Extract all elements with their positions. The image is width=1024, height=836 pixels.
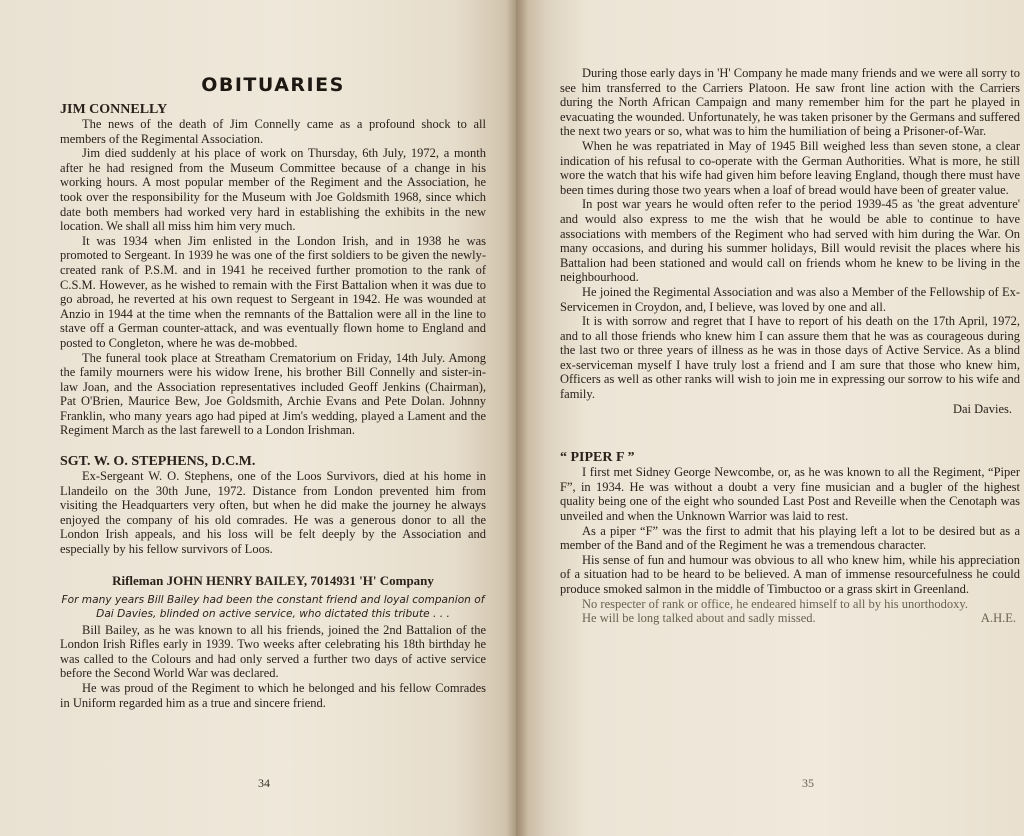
bailey-cont-paragraph: In post war years he would often refer to the period 1939-45 as 'the great adventure' and would also express to me the wish that he would be able to continue to have associations with members of the Regiment who had served with him during the War. On many occasions, and during his summer holidays, Bill would revisit the places where his Battalion had been stationed and would call on friends whom he knew to be living in the neighbourhood.: [560, 197, 1020, 285]
piper-paragraph: His sense of fun and humour was obvious to all who knew him, while his appreciation of a situation had to be heard to be believed. A man of immense resourcefulness he could produce smoked salmon in the middle of Timbuctoo or a grass skirt in Greenland.: [560, 552, 1020, 596]
bailey-intro: For many years Bill Bailey had been the constant friend and loyal companion of Dai Davies, blinded on active service, who dictated this tribute . . .: [61, 593, 485, 620]
bailey-cont-paragraph: It is with sorrow and regret that I have to report of his death on the 17th April, 1972, and to all those friends who knew him I can assure them that he was as courageous during the last two or three years of illness as he was in those days of Active Service. As a blind ex-serviceman myself I have truly lost a friend and I am sure that those who knew him, Officers as well as other ranks will wish to join me in expressing our sorrow to his wife and family.: [560, 314, 1020, 402]
bailey-title: Rifleman JOHN HENRY BAILEY, 7014931 'H' Company: [112, 572, 434, 588]
connelly-paragraph: The funeral took place at Streatham Crematorium on Friday, 14th July. Among the family mourners were his widow Irene, his brother Bill Connelly and sister-in-law Joan, and the Association representatives included Geoff Jenkins (Chairman), Pat O'Brien, Maurice Bew, Joe Goldsmith, Archie Evans and Pete Dolan. Johnny Franklin, who many years ago had piped at Jim's wedding, played a Lament and the Regiment March as the last farewell to a London Irishman.: [60, 350, 486, 438]
signature-ahe: A.H.E.: [980, 611, 1016, 626]
bailey-cont-paragraph: During those early days in 'H' Company he made many friends and we were all sorry to see him transferred to the Carriers Platoon. He saw front line action with the Carriers during the North African Campaign and many remember him for the part he played in evacuating the wounded. Unfortunately, he was taken prisoner by the Germans and suffered the next two years or so, what was to him the humiliation of being a Prisoner-of-War.: [560, 66, 1020, 139]
signature-dai-davies: Dai Davies.: [952, 401, 1012, 416]
stephens-name: SGT. W. O. STEPHENS, D.C.M.: [60, 454, 256, 470]
bailey-cont-paragraph: He joined the Regimental Association and was also a Member of the Fellowship of Ex-Servicemen in Croydon, and, I believe, was loved by one and all.: [560, 284, 1020, 314]
piper-closing: [560, 611, 1020, 626]
connelly-paragraph: Jim died suddenly at his place of work on Thursday, 6th July, 1972, a month after he had resigned from the Museum Committee because of a change in his working hours. A most popular member of the Regiment and the Association, he took over the responsibility for the Museum with Joe Goldsmith 1968, since which date both members had worked very hard in establishing the exhibits in the new location. We shall all miss him him very much.: [60, 146, 486, 234]
connelly-paragraph: The news of the death of Jim Connelly came as a profound shock to all members of the Regimental Association.: [60, 117, 486, 146]
bailey-cont-paragraph: When he was repatriated in May of 1945 Bill weighed less than seven stone, a clear indication of his refusal to co-operate with the German Authorities. What is more, he still wore the watch that his wife had given him before leaving England, though there must have been times during those two years when a loaf of bread would have been of greater value.: [560, 138, 1020, 197]
piper-paragraph: As a piper “F” was the first to admit that his playing left a lot to be desired but as a member of the Band and of the Regiment he was a tremendous character.: [560, 523, 1020, 553]
piper-paragraph: No respecter of rank or office, he endeared himself to all by his unorthodoxy.: [582, 596, 968, 611]
piper-paragraph: I first met Sidney George Newcombe, or, as he was known to all the Regiment, “Piper F”, in 1934. He was without a doubt a very fine musician and a bugler of the highest quality being one of the eight who sounded Last Post and Reveille when the Cenotaph was unveiled and when the Unknown Warrior was laid to rest.: [560, 465, 1020, 524]
piper-last-line: He will be long talked about and sadly missed.: [582, 611, 816, 626]
stephens-paragraph: Ex-Sergeant W. O. Stephens, one of the Loos Survivors, died at his home in Llandeilo on the 30th June, 1972. Distance from London prevented him from visiting the Headquarters very often, but when he did make the journey he always enjoyed the company of his old comrades. He was a generous donor to all the London Irish appeals, and his loss will be felt deeply by the Association and especially by his fellow survivors of Loos.: [60, 469, 486, 557]
connelly-paragraph: It was 1934 when Jim enlisted in the London Irish, and in 1938 he was promoted to Sergeant. In 1939 he was one of the first soldiers to be given the newly-created rank of P.S.M. and in 1941 he received further promotion to the rank of C.S.M. However, as he wished to remain with the First Battalion when it was due to go abroad, he reverted at his own request to Sergeant in 1942. He was wounded at Anzio in 1944 at the time when the remnants of the Battalion were all in the line to stave off a German counter-attack, and was eventually flown home to England and posted to Congleton, where he was de-mobbed.: [60, 233, 486, 350]
right-page: [516, 0, 1024, 836]
piper-name: “ PIPER F ”: [560, 450, 635, 466]
book-gutter: [506, 0, 528, 836]
page-number-right: 35: [802, 776, 814, 790]
bailey-paragraph: He was proud of the Regiment to which he belonged and his fellow Comrades in Uniform regarded him as a true and sincere friend.: [60, 681, 486, 710]
bailey-paragraph: Bill Bailey, as he was known to all his friends, joined the 2nd Battalion of the London Irish Rifles early in 1939. Two weeks after celebrating his 18th birthday he was called to the Colours and had only served a further two days of active service before the Second World War was declared.: [60, 622, 486, 681]
connelly-name: JIM CONNELLY: [60, 102, 168, 117]
obituaries-heading: OBITUARIES: [201, 74, 345, 96]
page-number-left: 34: [258, 776, 270, 790]
